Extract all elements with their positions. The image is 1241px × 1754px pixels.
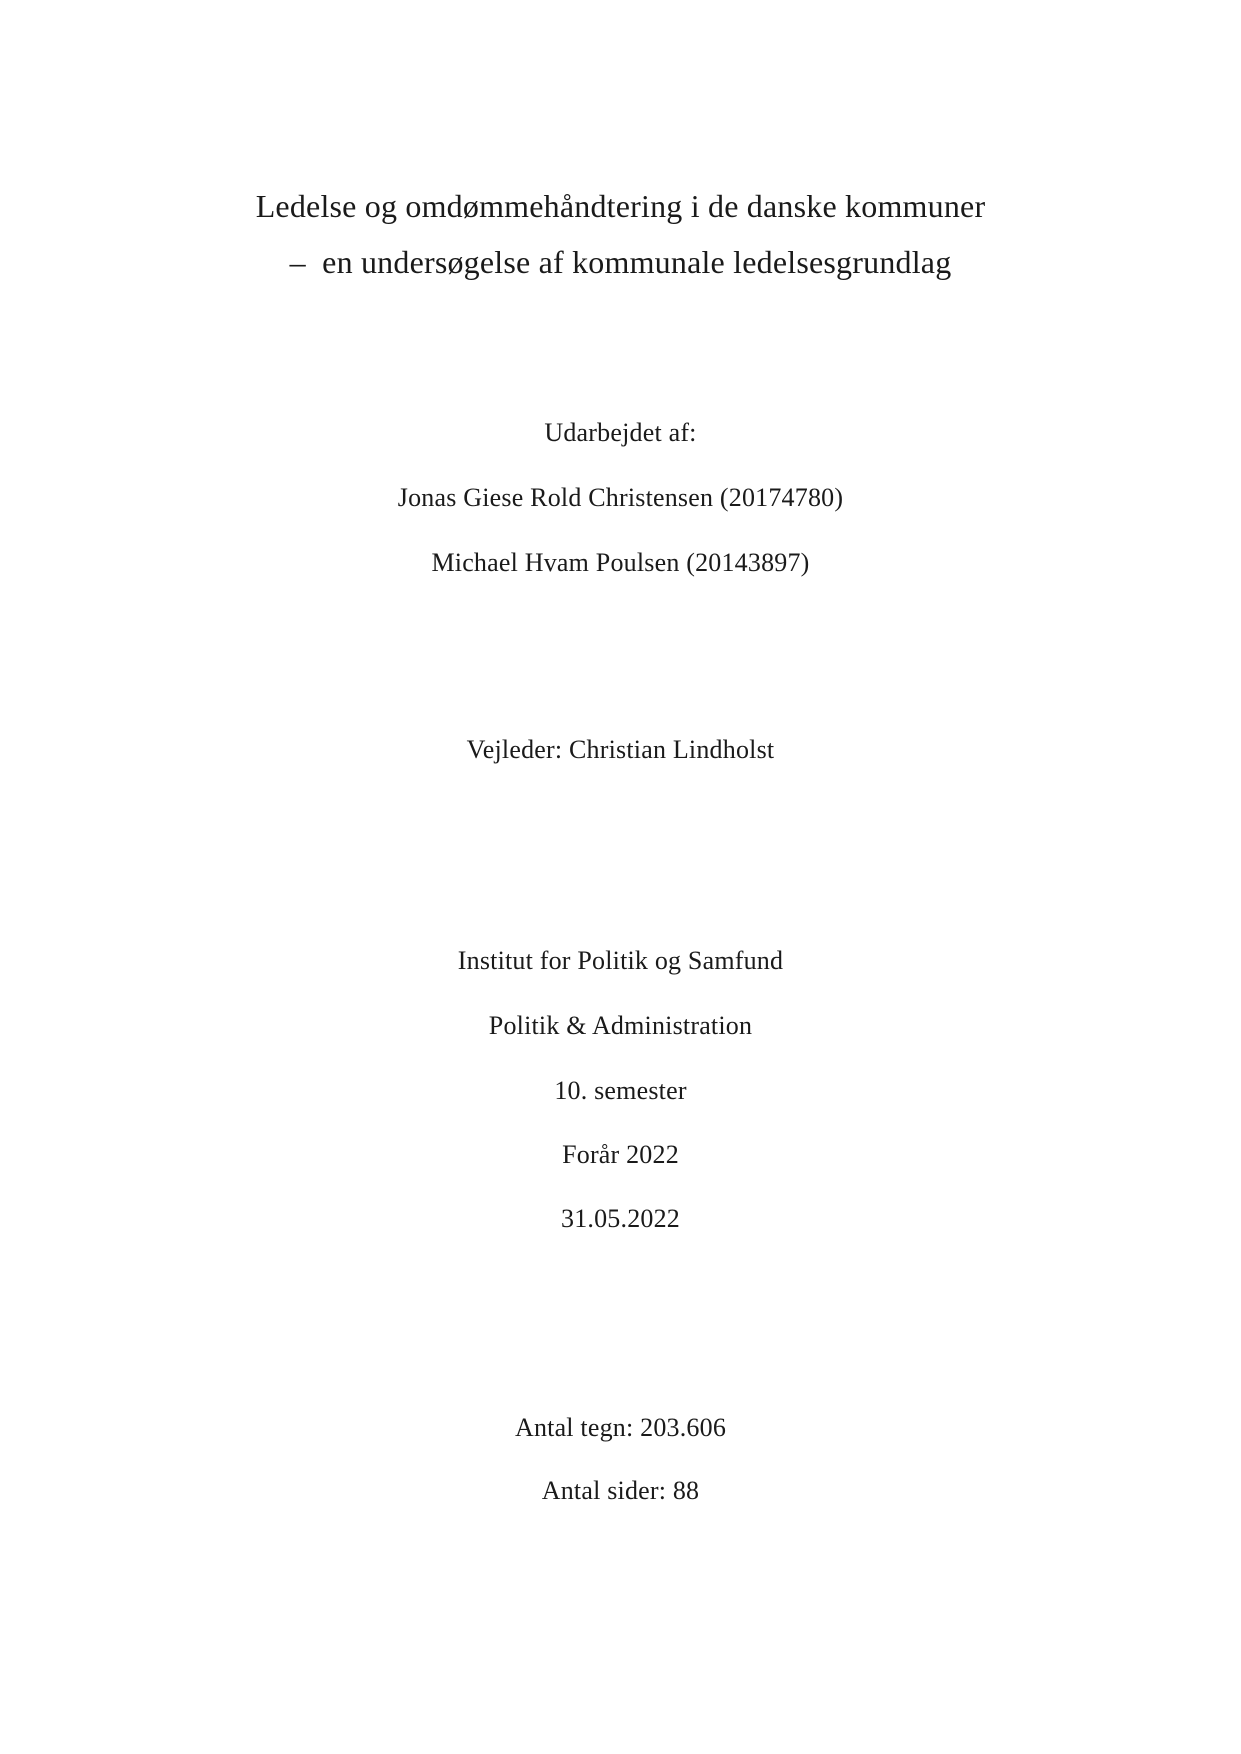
programme-line: Politik & Administration [488, 1011, 753, 1040]
term-line: Forår 2022 [562, 1140, 679, 1169]
supervisor-line: Vejleder: Christian Lindholst [466, 735, 775, 764]
page-count-line: Antal sider: 88 [541, 1476, 700, 1505]
author-line-1: Jonas Giese Rold Christensen (20174780) [397, 483, 844, 512]
character-count-line: Antal tegn: 203.606 [514, 1413, 727, 1442]
prepared-by-label: Udarbejdet af: [544, 418, 697, 447]
semester-line: 10. semester [554, 1076, 687, 1105]
thesis-title-line2: – en undersøgelse af kommunale ledelsesgrundlag [289, 244, 952, 280]
thesis-title-line1: Ledelse og omdømmehåndtering i de danske kommuner [255, 188, 986, 224]
institute-line: Institut for Politik og Samfund [457, 946, 784, 975]
date-line: 31.05.2022 [561, 1204, 680, 1233]
author-line-2: Michael Hvam Poulsen (20143897) [431, 548, 810, 577]
